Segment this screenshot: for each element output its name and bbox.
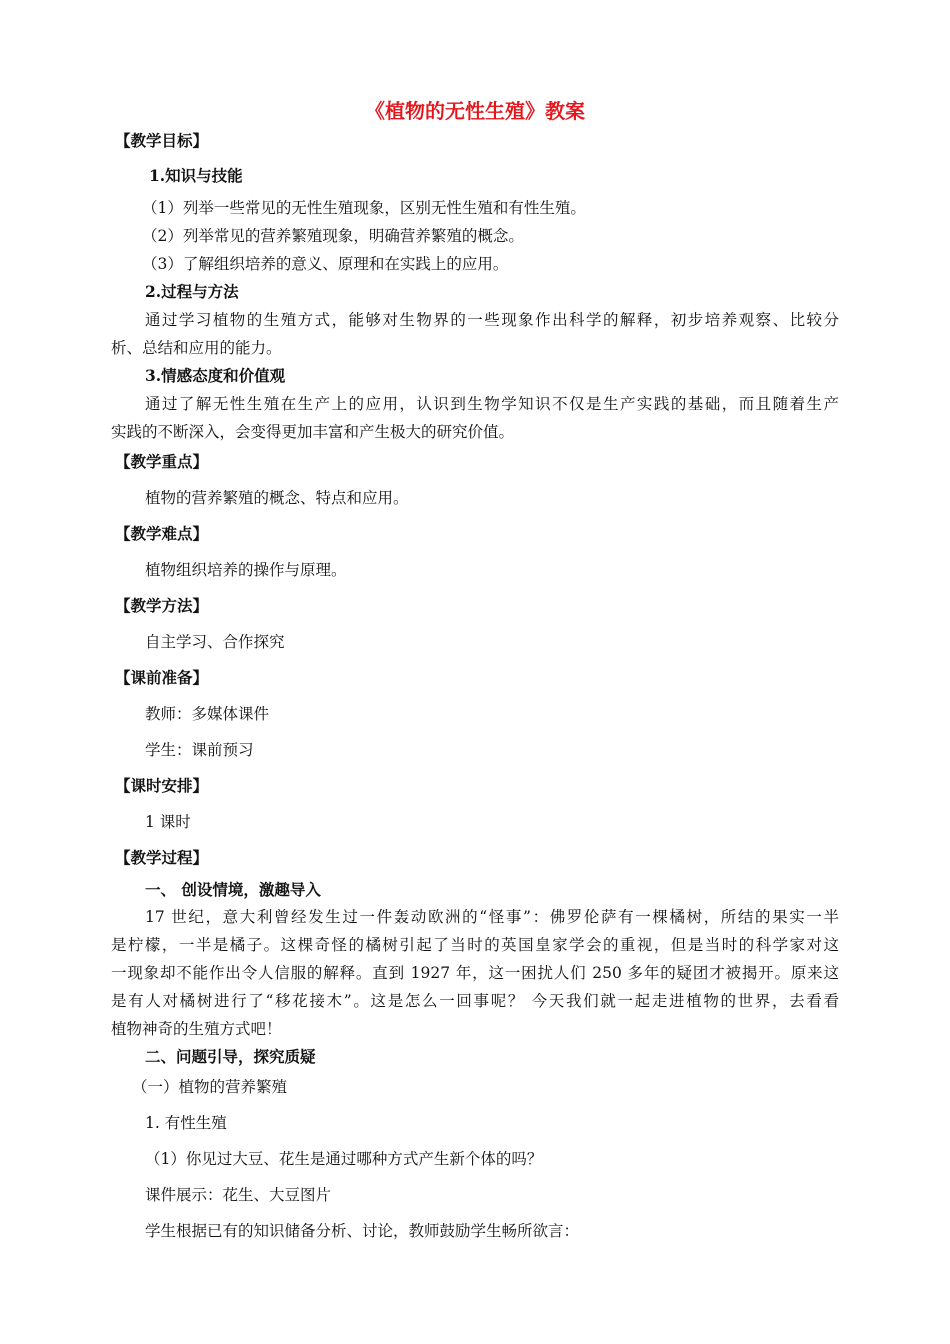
question-text: （1）你见过大豆、花生是通过哪种方式产生新个体的吗？ bbox=[145, 1150, 543, 1168]
heading-key-point: 【教学重点】 bbox=[115, 452, 209, 471]
key-point-text: 植物的营养繁殖的概念、特点和应用。 bbox=[145, 489, 409, 507]
paragraph-line: 是有人对橘树进行了“移花接木”。这是怎么一回事呢？ 今天我们就一起走进植物的世界，去看看 bbox=[111, 992, 839, 1010]
page-title: 《植物的无性生殖》教案 bbox=[365, 99, 585, 123]
paragraph-line: 通过学习植物的生殖方式，能够对生物界的一些现象作出科学的解释，初步培养观察、比较分 bbox=[145, 311, 839, 329]
paragraph-line: 实践的不断深入，会变得更加丰富和产生极大的研究价值。 bbox=[111, 423, 515, 441]
heading-attitude-values: 3.情感态度和价值观 bbox=[145, 366, 286, 385]
paragraph-line: 析、总结和应用的能力。 bbox=[111, 339, 282, 357]
objective-item: （2）列举常见的营养繁殖现象，明确营养繁殖的概念。 bbox=[142, 227, 524, 245]
subheading: （一）植物的营养繁殖 bbox=[132, 1078, 288, 1096]
heading-part1: 一、 创设情境，激趣导入 bbox=[145, 880, 321, 899]
objective-item: （3）了解组织培养的意义、原理和在实践上的应用。 bbox=[142, 255, 509, 273]
heading-method: 【教学方法】 bbox=[115, 596, 209, 615]
courseware-text: 课件展示：花生、大豆图片 bbox=[145, 1186, 332, 1204]
heading-difficulty: 【教学难点】 bbox=[115, 524, 209, 543]
subheading: 1. 有性生殖 bbox=[145, 1114, 227, 1132]
heading-process: 【教学过程】 bbox=[115, 848, 209, 867]
difficulty-text: 植物组织培养的操作与原理。 bbox=[145, 561, 347, 579]
heading-schedule: 【课时安排】 bbox=[115, 776, 209, 795]
paragraph-line: 植物神奇的生殖方式吧！ bbox=[111, 1020, 282, 1038]
heading-objectives: 【教学目标】 bbox=[115, 131, 209, 150]
heading-knowledge-skills: 1.知识与技能 bbox=[149, 166, 243, 185]
preparation-student: 学生：课前预习 bbox=[145, 741, 254, 759]
paragraph-line: 通过了解无性生殖在生产上的应用，认识到生物学知识不仅是生产实践的基础，而且随着生产 bbox=[145, 395, 839, 413]
schedule-text: 1 课时 bbox=[145, 813, 191, 831]
paragraph-line: 17 世纪，意大利曾经发生过一件轰动欧洲的“怪事”：佛罗伦萨有一棵橘树，所结的果实一半 bbox=[145, 908, 839, 926]
heading-preparation: 【课前准备】 bbox=[115, 668, 209, 687]
paragraph-line: 一现象却不能作出令人信服的解释。直到 1927 年，这一困扰人们 250 多年的疑团才被揭开。原来这 bbox=[111, 964, 839, 982]
preparation-teacher: 教师：多媒体课件 bbox=[145, 705, 270, 723]
method-text: 自主学习、合作探究 bbox=[145, 633, 285, 651]
paragraph-line: 是柠檬，一半是橘子。这棵奇怪的橘树引起了当时的英国皇家学会的重视，但是当时的科学家对这 bbox=[111, 936, 839, 954]
heading-process-method: 2.过程与方法 bbox=[145, 282, 239, 301]
objective-item: （1）列举一些常见的无性生殖现象，区别无性生殖和有性生殖。 bbox=[142, 199, 586, 217]
heading-part2: 二、问题引导，探究质疑 bbox=[145, 1047, 316, 1066]
discussion-text: 学生根据已有的知识储备分析、讨论，教师鼓励学生畅所欲言： bbox=[145, 1222, 580, 1240]
